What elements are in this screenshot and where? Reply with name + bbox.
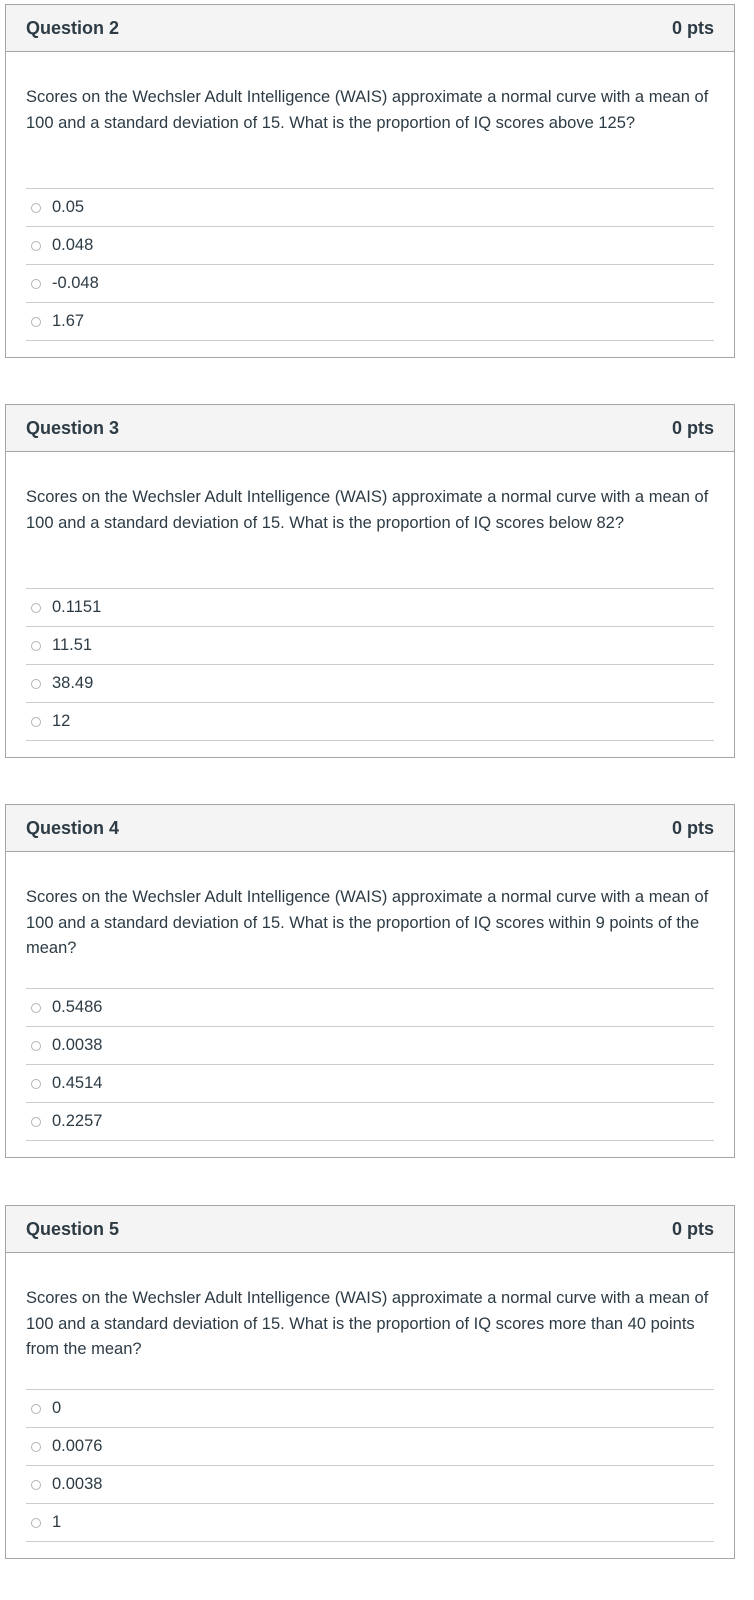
answer-option[interactable] [26, 1027, 714, 1065]
answer-option[interactable] [26, 265, 714, 303]
question-text: Scores on the Wechsler Adult Intelligence (WAIS) approximate a normal curve with a mean of 100 and a standard deviation of 15. What is the proportion of IQ scores more than 40 points from the mean? [26, 1289, 709, 1358]
answer-option[interactable] [26, 627, 714, 665]
answer-label: -0.048 [52, 274, 99, 292]
radio-button[interactable] [31, 1003, 41, 1013]
answer-option[interactable] [26, 1390, 714, 1428]
answer-label: 1 [52, 1513, 62, 1531]
question-title: Question 5 [26, 1218, 120, 1239]
answer-label: 11.51 [52, 636, 93, 654]
radio-button[interactable] [31, 603, 41, 613]
answer-option[interactable] [26, 989, 714, 1027]
radio-button[interactable] [31, 241, 41, 251]
question-body [6, 852, 734, 1141]
question-title: Question 3 [26, 417, 120, 438]
radio-button[interactable] [31, 1041, 41, 1051]
question-card [5, 804, 735, 1158]
answer-option[interactable] [26, 303, 714, 341]
radio-button[interactable] [31, 717, 41, 727]
question-body [6, 1253, 734, 1542]
answer-option[interactable] [26, 1103, 714, 1141]
answer-label: 0.1151 [52, 598, 102, 616]
radio-button[interactable] [31, 203, 41, 213]
answer-label: 1.67 [52, 312, 85, 330]
question-text: Scores on the Wechsler Adult Intelligence (WAIS) approximate a normal curve with a mean of 100 and a standard deviation of 15. What is the proportion of IQ scores above 125? [26, 88, 709, 132]
answer-label: 38.49 [52, 674, 94, 692]
answer-label: 0.05 [52, 198, 85, 216]
answer-label: 0.0076 [52, 1437, 103, 1455]
question-body [6, 52, 734, 341]
answer-option[interactable] [26, 703, 714, 741]
radio-button[interactable] [31, 679, 41, 689]
radio-button[interactable] [31, 1117, 41, 1127]
answer-list [26, 1389, 714, 1542]
answer-label: 0.2257 [52, 1112, 103, 1130]
question-points: 0 pts [671, 417, 714, 438]
radio-button[interactable] [31, 1404, 41, 1414]
answer-option[interactable] [26, 1428, 714, 1466]
question-body [6, 452, 734, 741]
question-header [6, 5, 734, 52]
question-header [6, 1206, 734, 1253]
answer-label: 0 [52, 1399, 62, 1417]
answer-label: 0.5486 [52, 998, 103, 1016]
question-text: Scores on the Wechsler Adult Intelligence (WAIS) approximate a normal curve with a mean of 100 and a standard deviation of 15. What is the proportion of IQ scores within 9 points of the mean? [26, 888, 709, 957]
answer-label: 0.0038 [52, 1475, 103, 1493]
question-title: Question 4 [26, 817, 120, 838]
question-points: 0 pts [671, 17, 714, 38]
question-title: Question 2 [26, 17, 120, 38]
answer-option[interactable] [26, 1065, 714, 1103]
answer-option[interactable] [26, 189, 714, 227]
question-points: 0 pts [671, 817, 714, 838]
radio-button[interactable] [31, 317, 41, 327]
question-card [5, 404, 735, 758]
answer-label: 0.0038 [52, 1036, 103, 1054]
radio-button[interactable] [31, 1442, 41, 1452]
radio-button[interactable] [31, 279, 41, 289]
radio-button[interactable] [31, 1480, 41, 1490]
question-header [6, 805, 734, 852]
radio-button[interactable] [31, 1518, 41, 1528]
question-header [6, 405, 734, 452]
question-text: Scores on the Wechsler Adult Intelligence (WAIS) approximate a normal curve with a mean of 100 and a standard deviation of 15. What is the proportion of IQ scores below 82? [26, 488, 709, 532]
answer-label: 0.048 [52, 236, 94, 254]
answer-option[interactable] [26, 1504, 714, 1542]
answer-list [26, 188, 714, 341]
answer-label: 12 [52, 712, 71, 730]
question-points: 0 pts [671, 1218, 714, 1239]
question-card [5, 4, 735, 358]
answer-option[interactable] [26, 1466, 714, 1504]
answer-option[interactable] [26, 589, 714, 627]
answer-list [26, 588, 714, 741]
answer-label: 0.4514 [52, 1074, 103, 1092]
question-card [5, 1205, 735, 1559]
answer-option[interactable] [26, 227, 714, 265]
answer-list [26, 988, 714, 1141]
radio-button[interactable] [31, 641, 41, 651]
answer-option[interactable] [26, 665, 714, 703]
radio-button[interactable] [31, 1079, 41, 1089]
